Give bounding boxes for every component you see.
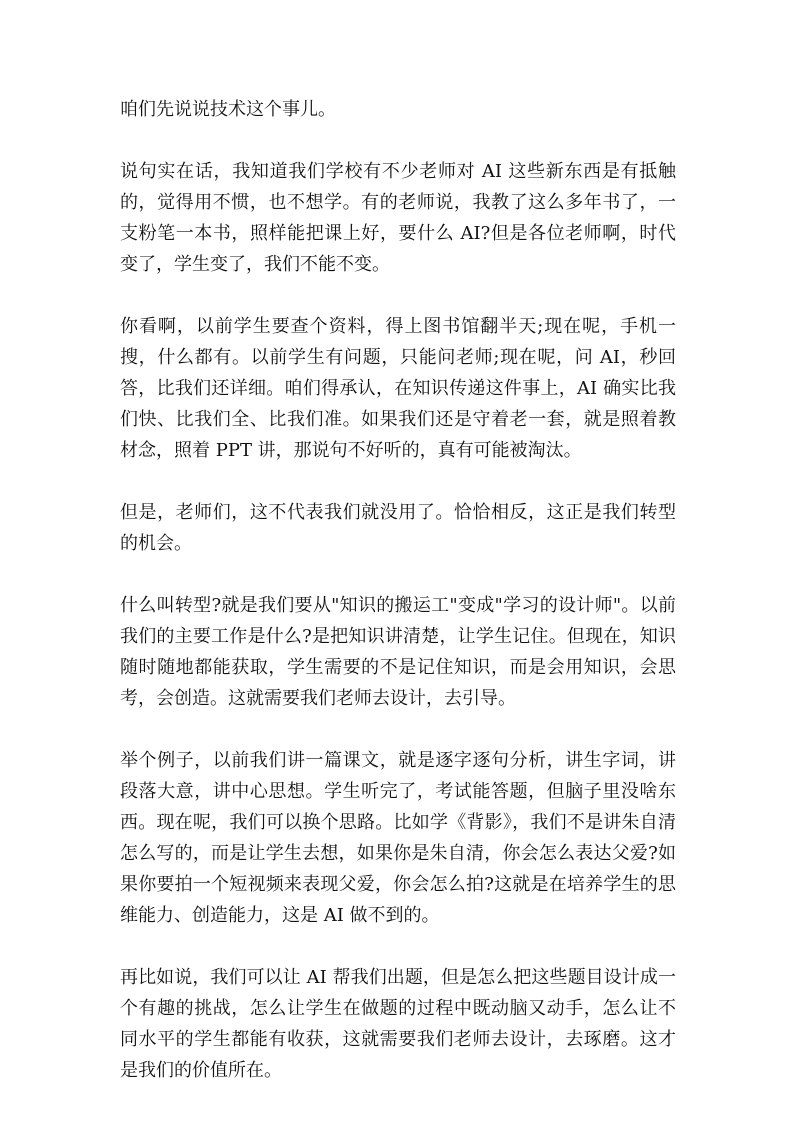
paragraph-7: 再比如说，我们可以让 AI 帮我们出题，但是怎么把这些题目设计成一个有趣的挑战，怎么让学生在做题的过程中既动脑又动手，怎么让不同水平的学生都能有收获，这就需要我们老师去设计，去琢磨。这才是我们的价值所在。 [120,967,676,1081]
paragraph-6: 举个例子，以前我们讲一篇课文，就是逐字逐句分析，讲生字词，讲段落大意，讲中心思想。学生听完了，考试能答题，但脑子里没啥东西。现在呢，我们可以换个思路。比如学《背影》，我们不是讲朱自清怎么写的，而是让学生去想，如果你是朱自清，你会怎么表达父爱?如果你要拍一个短视频来表现父爱，你会怎么拍?这就是在培养学生的思维能力、创造能力，这是 AI 做不到的。 [120,750,676,926]
paragraph-4: 但是，老师们，这不代表我们就没用了。恰恰相反，这正是我们转型的机会。 [120,502,676,554]
document-body [120,94,676,1086]
paragraph-2: 说句实在话，我知道我们学校有不少老师对 AI 这些新东西是有抵触的，觉得用不惯，也不想学。有的老师说，我教了这么多年书了，一支粉笔一本书，照样能把课上好，要什么 AI?但是各位老师啊，时代变了，学生变了，我们不能不变。 [120,161,676,275]
paragraph-3: 你看啊，以前学生要查个资料，得上图书馆翻半天;现在呢，手机一搜，什么都有。以前学生有问题，只能问老师;现在呢，问 AI，秒回答，比我们还详细。咱们得承认，在知识传递这件事上，AI 确实比我们快、比我们全、比我们准。如果我们还是守着老一套，就是照着教材念，照着 PPT 讲，那说句不好听的，真有可能被淘汰。 [120,316,676,461]
paragraph-5: 什么叫转型?就是我们要从"知识的搬运工"变成"学习的设计师"。以前我们的主要工作是什么?是把知识讲清楚，让学生记住。但现在，知识随时随地都能获取，学生需要的不是记住知识，而是会用知识，会思考，会创造。这就需要我们老师去设计，去引导。 [120,595,676,709]
paragraph-1: 咱们先说说技术这个事儿。 [120,99,336,120]
